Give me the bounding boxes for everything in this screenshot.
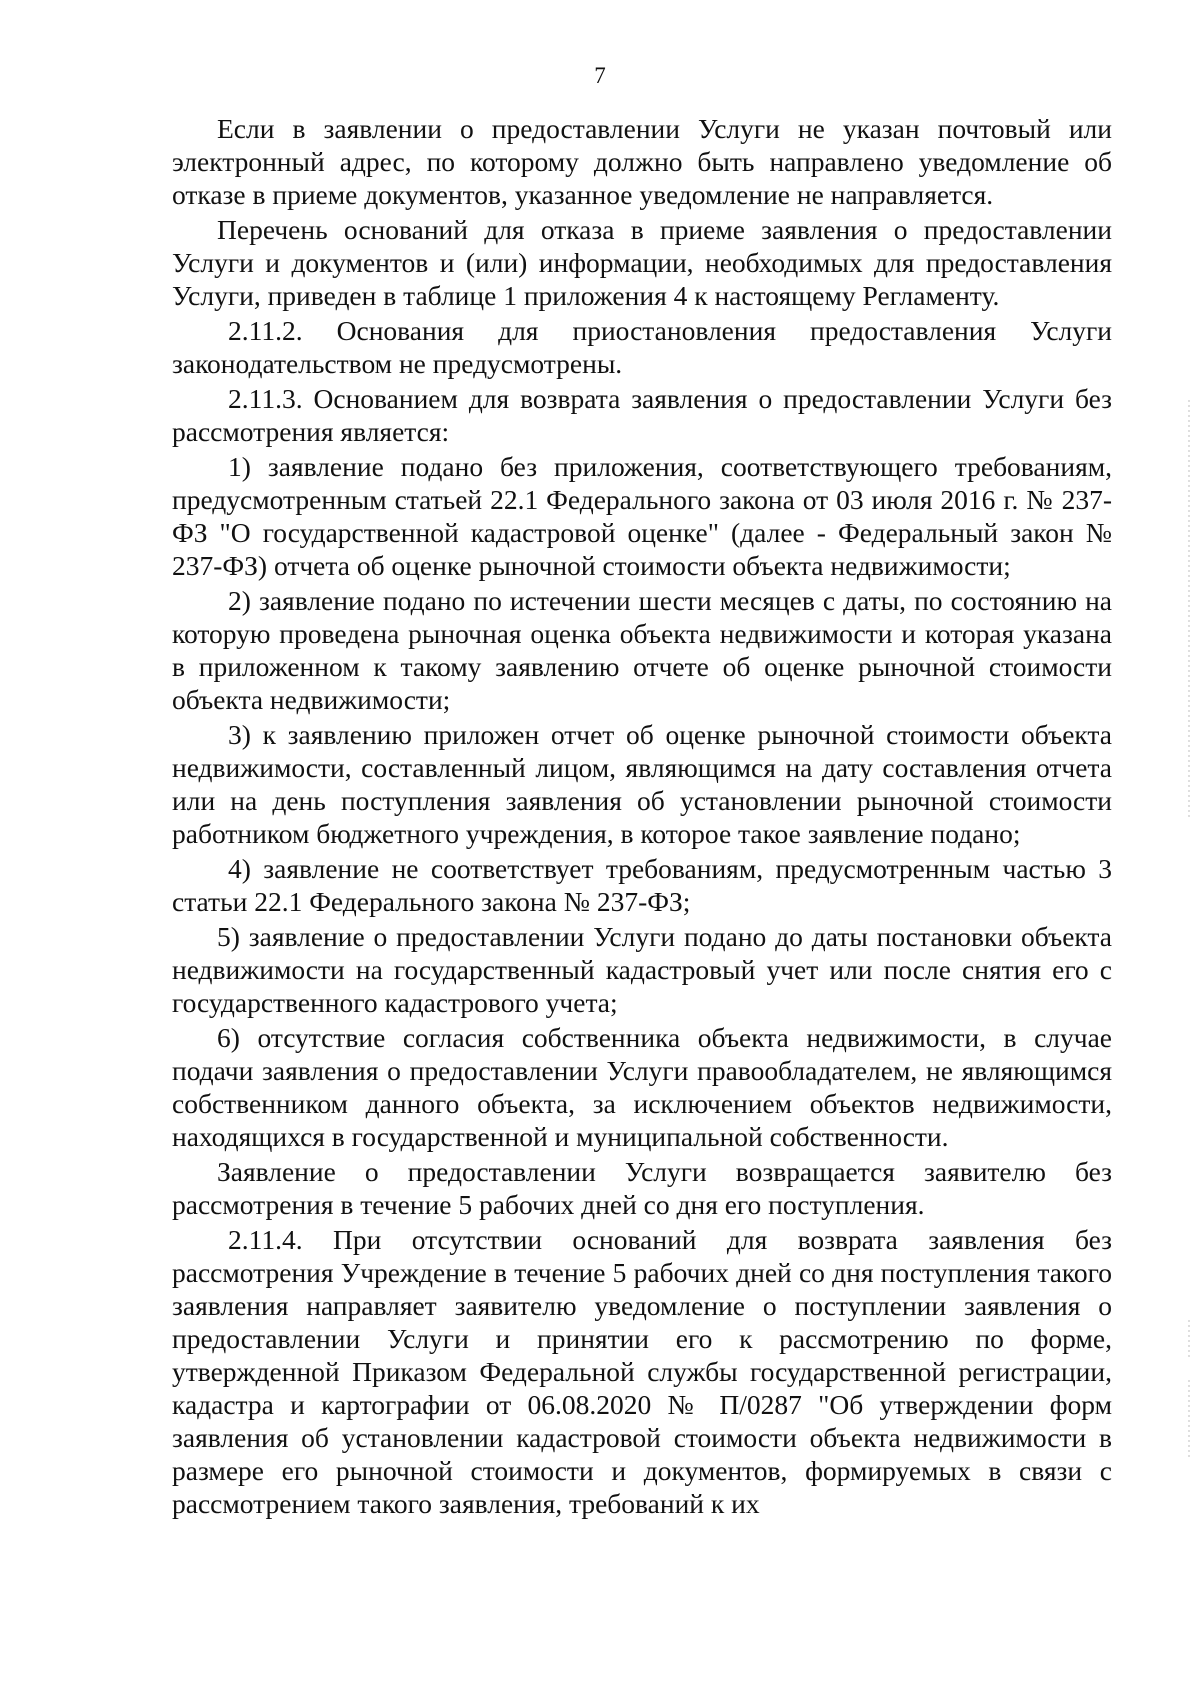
paragraph-2-11-4: 2.11.4. При отсутствии оснований для возврата заявления без рассмотрения Учреждение в течение 5 рабочих дней со дня поступления такого заявления направляет заявителю уведомление о поступлении заявления о предоставлении Услуги и принятии его к рассмотрению по форме, утвержденной Приказом Федеральной службы государственной регистрации, кадастра и картографии от 06.08.2020 № П/0287 "Об утверждении форм заявления об установлении кадастровой стоимости объекта недвижимости в размере его рыночной стоимости и документов, формируемых в связи с рассмотрением такого заявления, требований к их	[172, 1224, 1112, 1519]
paragraph-notice-not-sent: Если в заявлении о предоставлении Услуги не указан почтовый или электронный адрес, по которому должно быть направлено уведомление об отказе в приеме документов, указанное уведомление не направляется.	[172, 113, 1112, 210]
paragraph-refusal-grounds: Перечень оснований для отказа в приеме заявления о предоставлении Услуги и документов и (или) информации, необходимых для предоставления Услуги, приведен в таблице 1 приложения 4 к настоящему Регламенту.	[172, 214, 1112, 311]
scan-edge-mark	[1188, 400, 1190, 820]
list-item-4: 4) заявление не соответствует требованиям, предусмотренным частью 3 статьи 22.1 Федерального закона № 237-ФЗ;	[172, 853, 1112, 917]
list-item-2: 2) заявление подано по истечении шести месяцев с даты, по состоянию на которую проведена рыночная оценка объекта недвижимости и которая указана в приложенном к такому заявлению отчете об оценке рыночной стоимости объекта недвижимости;	[172, 585, 1112, 715]
list-item-1: 1) заявление подано без приложения, соответствующего требованиям, предусмотренным статьей 22.1 Федерального закона от 03 июля 2016 г. № 237-ФЗ "О государственной кадастровой оценке" (далее - Федеральный закон № 237-ФЗ) отчета об оценке рыночной стоимости объекта недвижимости;	[172, 451, 1112, 581]
list-item-6: 6) отсутствие согласия собственника объекта недвижимости, в случае подачи заявления о предоставлении Услуги правообладателем, не являющимся собственником данного объекта, за исключением объектов недвижимости, находящихся в государственной и муниципальной собственности.	[172, 1022, 1112, 1152]
paragraph-return-period: Заявление о предоставлении Услуги возвращается заявителю без рассмотрения в течение 5 рабочих дней со дня его поступления.	[172, 1156, 1112, 1220]
list-item-3: 3) к заявлению приложен отчет об оценке рыночной стоимости объекта недвижимости, составленный лицом, являющимся на дату составления отчета или на день поступления заявления об установлении рыночной стоимости работником бюджетного учреждения, в которое такое заявление подано;	[172, 719, 1112, 849]
paragraph-2-11-3: 2.11.3. Основанием для возврата заявления о предоставлении Услуги без рассмотрения является:	[172, 383, 1112, 447]
page-number: 7	[594, 63, 606, 88]
document-body	[172, 112, 1112, 1522]
paragraph-2-11-2: 2.11.2. Основания для приостановления предоставления Услуги законодательством не предусмотрены.	[172, 315, 1112, 379]
scan-edge-mark	[1188, 1380, 1190, 1460]
list-item-5: 5) заявление о предоставлении Услуги подано до даты постановки объекта недвижимости на государственный кадастровый учет или после снятия его с государственного кадастрового учета;	[172, 921, 1112, 1018]
scan-edge-mark	[1188, 1320, 1190, 1360]
